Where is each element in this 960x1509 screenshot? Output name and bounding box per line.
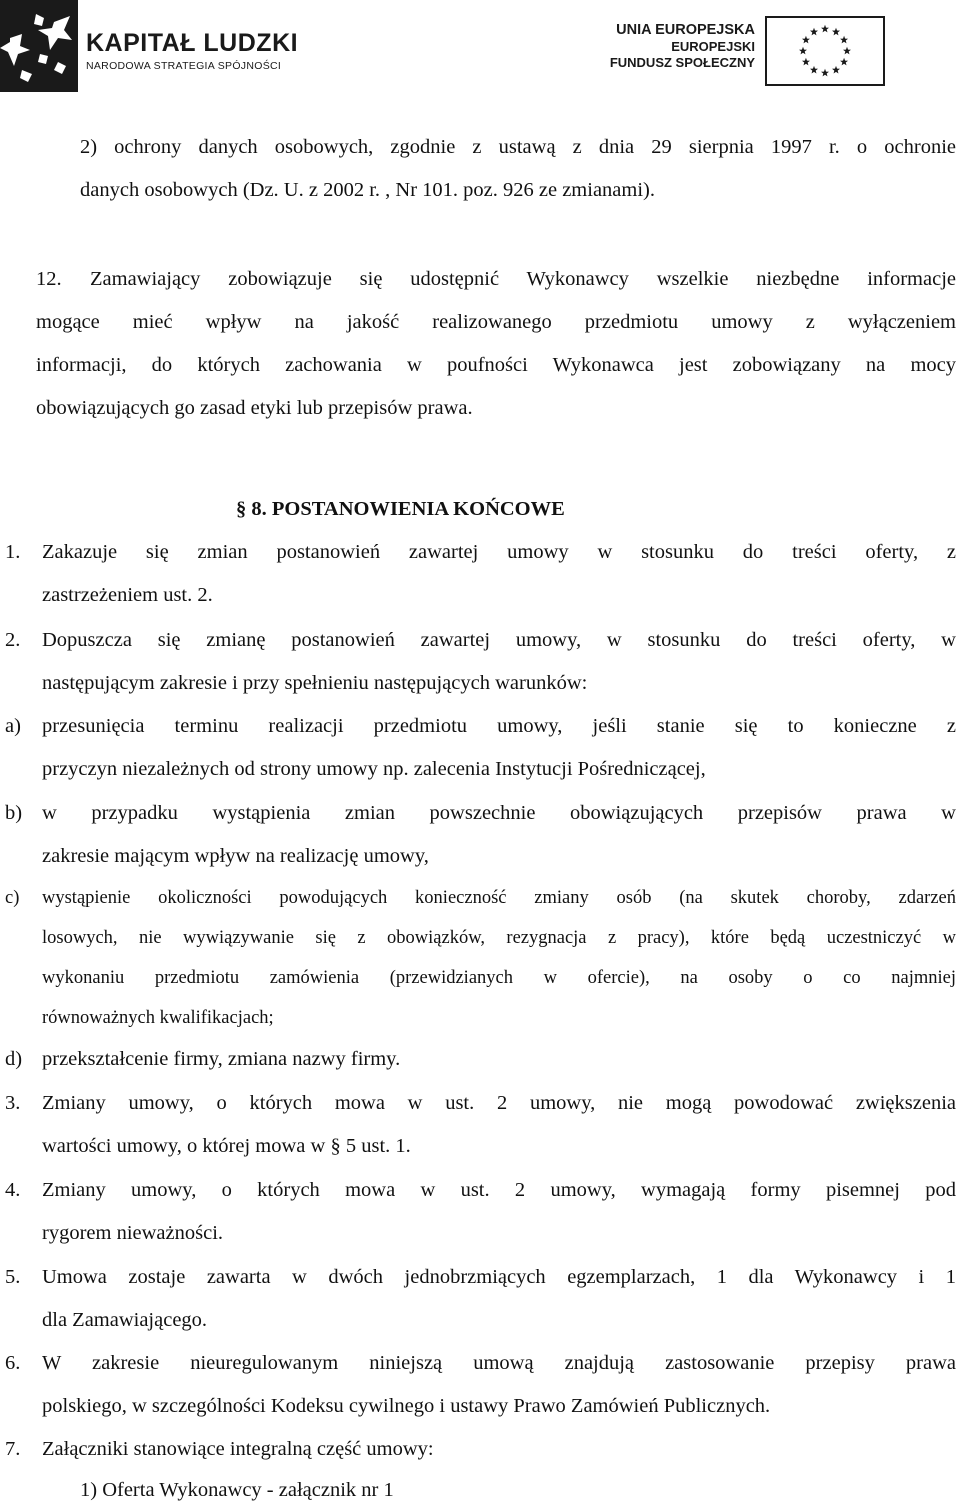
item-line: dla Zamawiającego. bbox=[42, 1309, 208, 1331]
item-line: przesunięcia terminu realizacji przedmiotu umowy, jeśli stanie się to konieczne z bbox=[42, 715, 956, 737]
kapital-ludzki-emblem-icon bbox=[0, 0, 78, 92]
eu-line-3: FUNDUSZ SPOŁECZNY bbox=[609, 55, 755, 70]
eu-star-icon bbox=[810, 66, 818, 74]
item-line: następującym zakresie i przy spełnieniu następujących warunków: bbox=[42, 672, 588, 694]
ochrona-line-2: danych osobowych (Dz. U. z 2002 r. , Nr 101. poz. 926 ze zmianami). bbox=[80, 179, 655, 201]
item-line: W zakresie nieuregulowanym niniejszą umową znajdują zastosowanie przepisy prawa bbox=[42, 1352, 956, 1374]
eu-line-2: EUROPEJSKI bbox=[671, 39, 755, 54]
eu-line-1: UNIA EUROPEJSKA bbox=[616, 22, 755, 38]
eu-wordmark bbox=[597, 22, 755, 71]
section-heading: § 8. POSTANOWIENIA KOŃCOWE bbox=[236, 498, 565, 520]
page-header bbox=[0, 0, 960, 95]
item-line: Załączniki stanowiące integralną część umowy: bbox=[42, 1438, 434, 1460]
item-line: wartości umowy, o której mowa w § 5 ust. 1. bbox=[42, 1135, 411, 1157]
eu-flag-icon bbox=[765, 16, 885, 86]
item-line: w przypadku wystąpienia zmian powszechnie obowiązujących przepisów prawa w bbox=[42, 802, 956, 824]
item-line: rygorem nieważności. bbox=[42, 1222, 224, 1244]
item-line: równoważnych kwalifikacjach; bbox=[42, 1008, 274, 1028]
item-line: zastrzeżeniem ust. 2. bbox=[42, 584, 213, 606]
item-line: Zakazuje się zmian postanowień zawartej umowy w stosunku do treści oferty, z bbox=[42, 541, 956, 563]
item-line: Zmiany umowy, o których mowa w ust. 2 umowy, nie mogą powodować zwiększenia bbox=[42, 1092, 956, 1114]
kapital-ludzki-subtitle: NARODOWA STRATEGIA SPÓJNOŚCI bbox=[86, 60, 282, 72]
eu-star-icon bbox=[802, 36, 810, 44]
eu-star-icon bbox=[843, 47, 851, 55]
item-label: b) bbox=[5, 802, 23, 824]
item-line: polskiego, w szczególności Kodeksu cywilnego i ustawy Prawo Zamówień Publicznych. bbox=[42, 1395, 771, 1417]
item-line: wystąpienie okoliczności powodujących konieczność zmiany osób (na skutek choroby, zdarzeń bbox=[42, 888, 956, 908]
item-line: Dopuszcza się zmianę postanowień zawartej umowy, w stosunku do treści oferty, w bbox=[42, 629, 956, 651]
item-line: Zmiany umowy, o których mowa w ust. 2 umowy, wymagają formy pisemnej pod bbox=[42, 1179, 956, 1201]
item-line: przyczyn niezależnych od strony umowy np. zalecenia Instytucji Pośredniczącej, bbox=[42, 758, 706, 780]
item-line: przekształcenie firmy, zmiana nazwy firmy. bbox=[42, 1048, 401, 1070]
kapital-ludzki-title: KAPITAŁ LUDZKI bbox=[86, 29, 299, 57]
item-label: 3. bbox=[5, 1092, 21, 1114]
item-12-line-2: mogące mieć wpływ na jakość realizowanego przedmiotu umowy z wyłączeniem bbox=[36, 311, 956, 333]
item-label: 4. bbox=[5, 1179, 21, 1201]
eu-star-icon bbox=[840, 58, 848, 66]
kapital-ludzki-wordmark bbox=[86, 30, 298, 73]
item-line: Umowa zostaje zawarta w dwóch jednobrzmiących egzemplarzach, 1 dla Wykonawcy i 1 bbox=[42, 1266, 956, 1288]
item-label: c) bbox=[5, 888, 20, 908]
item-label: 6. bbox=[5, 1352, 21, 1374]
eu-star-icon bbox=[799, 47, 807, 55]
item-12-line-4: obowiązujących go zasad etyki lub przepisów prawa. bbox=[36, 397, 473, 419]
item-label: 5. bbox=[5, 1266, 21, 1288]
ochrona-line-1: 2) ochrony danych osobowych, zgodnie z ustawą z dnia 29 sierpnia 1997 r. o ochronie bbox=[80, 136, 956, 158]
eu-star-icon bbox=[802, 58, 810, 66]
item-label: 1. bbox=[5, 541, 21, 563]
eu-star-icon bbox=[832, 66, 840, 74]
kapital-ludzki-logo bbox=[0, 0, 78, 92]
eu-star-icon bbox=[821, 25, 829, 33]
item-label: 2. bbox=[5, 629, 21, 651]
item-label: 7. bbox=[5, 1438, 21, 1460]
item-12-number: 12. bbox=[36, 268, 62, 290]
item-12-line-3: informacji, do których zachowania w poufności Wykonawca jest zobowiązany na mocy bbox=[36, 354, 956, 376]
item-label: d) bbox=[5, 1048, 23, 1070]
eu-stars-icon bbox=[767, 18, 883, 84]
item-12-line-1: Zamawiający zobowiązuje się udostępnić Wykonawcy wszelkie niezbędne informacje bbox=[90, 268, 956, 290]
eu-star-icon bbox=[840, 36, 848, 44]
eu-star-icon bbox=[810, 28, 818, 36]
eu-star-icon bbox=[832, 28, 840, 36]
attachment-1: 1) Oferta Wykonawcy - załącznik nr 1 bbox=[80, 1479, 394, 1501]
item-line: zakresie mającym wpływ na realizację umowy, bbox=[42, 845, 429, 867]
eu-star-icon bbox=[821, 69, 829, 77]
item-line: wykonaniu przedmiotu zamówienia (przewidzianych w ofercie), na osoby o co najmniej bbox=[42, 968, 956, 988]
item-line: losowych, nie wywiązywanie się z obowiązków, rezygnacja z pracy), które będą uczestniczyć w bbox=[42, 928, 956, 948]
item-label: a) bbox=[5, 715, 21, 737]
